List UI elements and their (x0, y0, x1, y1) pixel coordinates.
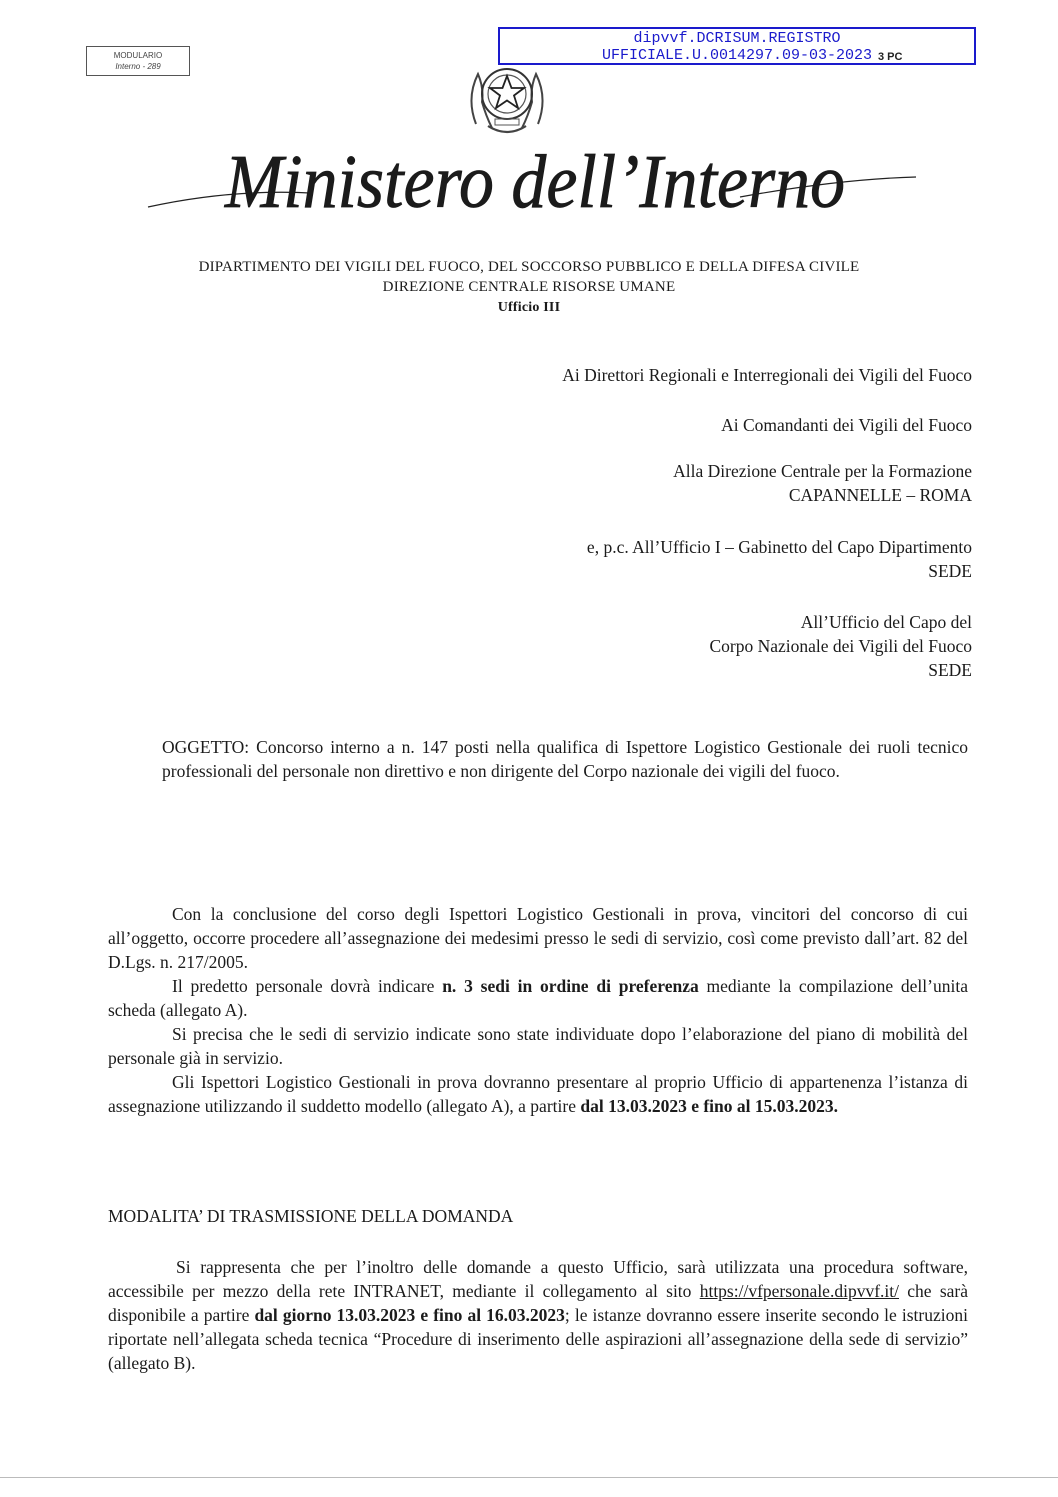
section-paragraph-1: Si rappresenta che per l’inoltro delle domande a questo Ufficio, sarà utilizzata una procedura software, accessibile per mezzo della rete INTRANET, mediante il collegamento al sito https://vfpersonale.dipvvf.it/ che sarà disponibile a partire dal giorno 13.03.2023 e fino al 16.03.2023; le istanze dovranno essere inserite secondo le istruzioni riportate nell’allegata scheda tecnica “Procedure di inserimento delle aspirazioni all’assegnazione della sede di servizio” (allegato B). (108, 1257, 968, 1373)
department-name: DIPARTIMENTO DEI VIGILI DEL FUOCO, DEL SOCCORSO PUBBLICO E DELLA DIFESA CIVILE (198, 259, 860, 275)
protocol-stamp (498, 27, 976, 65)
modulario-code: Interno - 289 (115, 62, 161, 71)
addressee-training-directorate (673, 459, 972, 507)
page-bottom-edge (0, 1477, 1058, 1478)
modulario-box (86, 46, 190, 76)
protocol-line-1: dipvvf.DCRISUM.REGISTRO (633, 30, 841, 47)
subject-text: OGGETTO: Concorso interno a n. 147 posti nella qualifica di Ispettore Logistico Gestionale dei ruoli tecnico professionali del personale non direttivo e non dirigente del Corpo nazionale dei vigili del fuoco. (162, 737, 968, 781)
protocol-line-2: UFFICIALE.U.0014297.09-03-2023 (601, 47, 873, 64)
addressee-regional-directors: Ai Direttori Regionali e Interregionali dei Vigili del Fuoco (562, 365, 972, 385)
addressee-cabinet-line-1: e, p.c. All’Ufficio I – Gabinetto del Capo Dipartimento (586, 537, 972, 557)
addressee-corps-line-1: All’Ufficio del Capo del (800, 612, 972, 632)
body-paragraph-2: Il predetto personale dovrà indicare n. 3 sedi in ordine di preferenza mediante la compilazione dell’unita scheda (allegato A). (108, 976, 968, 1020)
ministry-title-text: Ministero dell’Interno (224, 140, 845, 224)
addressee-corps-line-3: SEDE (928, 660, 972, 680)
ministry-title (140, 125, 920, 235)
section-title: MODALITA’ DI TRASMISSIONE DELLA DOMANDA (108, 1206, 514, 1226)
addressee-cabinet-line-2: SEDE (928, 561, 972, 581)
modulario-label: MODULARIO (113, 51, 163, 60)
subject (162, 735, 968, 783)
body-text (108, 902, 968, 1118)
addressee-cabinet-office (587, 535, 972, 583)
office-name: Ufficio III (497, 300, 561, 315)
body-paragraph-4: Gli Ispettori Logistico Gestionali in prova dovranno presentare al proprio Ufficio di appartenenza l’istanza di assegnazione utilizzando il suddetto modello (allegato A), a partire dal 13.03.2023 e fino al 15.03.2023. (108, 1072, 968, 1116)
body-paragraph-3: Si precisa che le sedi di servizio indicate sono state individuate dopo l’elaborazione del piano di mobilità del personale già in servizio. (108, 1024, 968, 1068)
section-body (108, 1255, 968, 1375)
addressee-commanders: Ai Comandanti dei Vigili del Fuoco (721, 415, 972, 435)
intranet-site-link[interactable]: https://vfpersonale.dipvvf.it/ (699, 1281, 899, 1301)
body-paragraph-1: Con la conclusione del corso degli Ispettori Logistico Gestionali in prova, vincitori del concorso di cui all’oggetto, occorre procedere all’assegnazione dei medesimi presso le sedi di servizio, così come previsto dall’art. 82 del D.Lgs. n. 217/2005. (108, 904, 968, 972)
protocol-suffix: 3 PC (878, 51, 903, 63)
addressee-training-line-2: CAPANNELLE – ROMA (788, 485, 972, 505)
addressee-corps-head-office (709, 610, 972, 682)
directorate-name: DIREZIONE CENTRALE RISORSE UMANE (382, 279, 676, 295)
addressee-training-line-1: Alla Direzione Centrale per la Formazione (673, 461, 972, 481)
addressee-corps-line-2: Corpo Nazionale dei Vigili del Fuoco (709, 636, 972, 656)
